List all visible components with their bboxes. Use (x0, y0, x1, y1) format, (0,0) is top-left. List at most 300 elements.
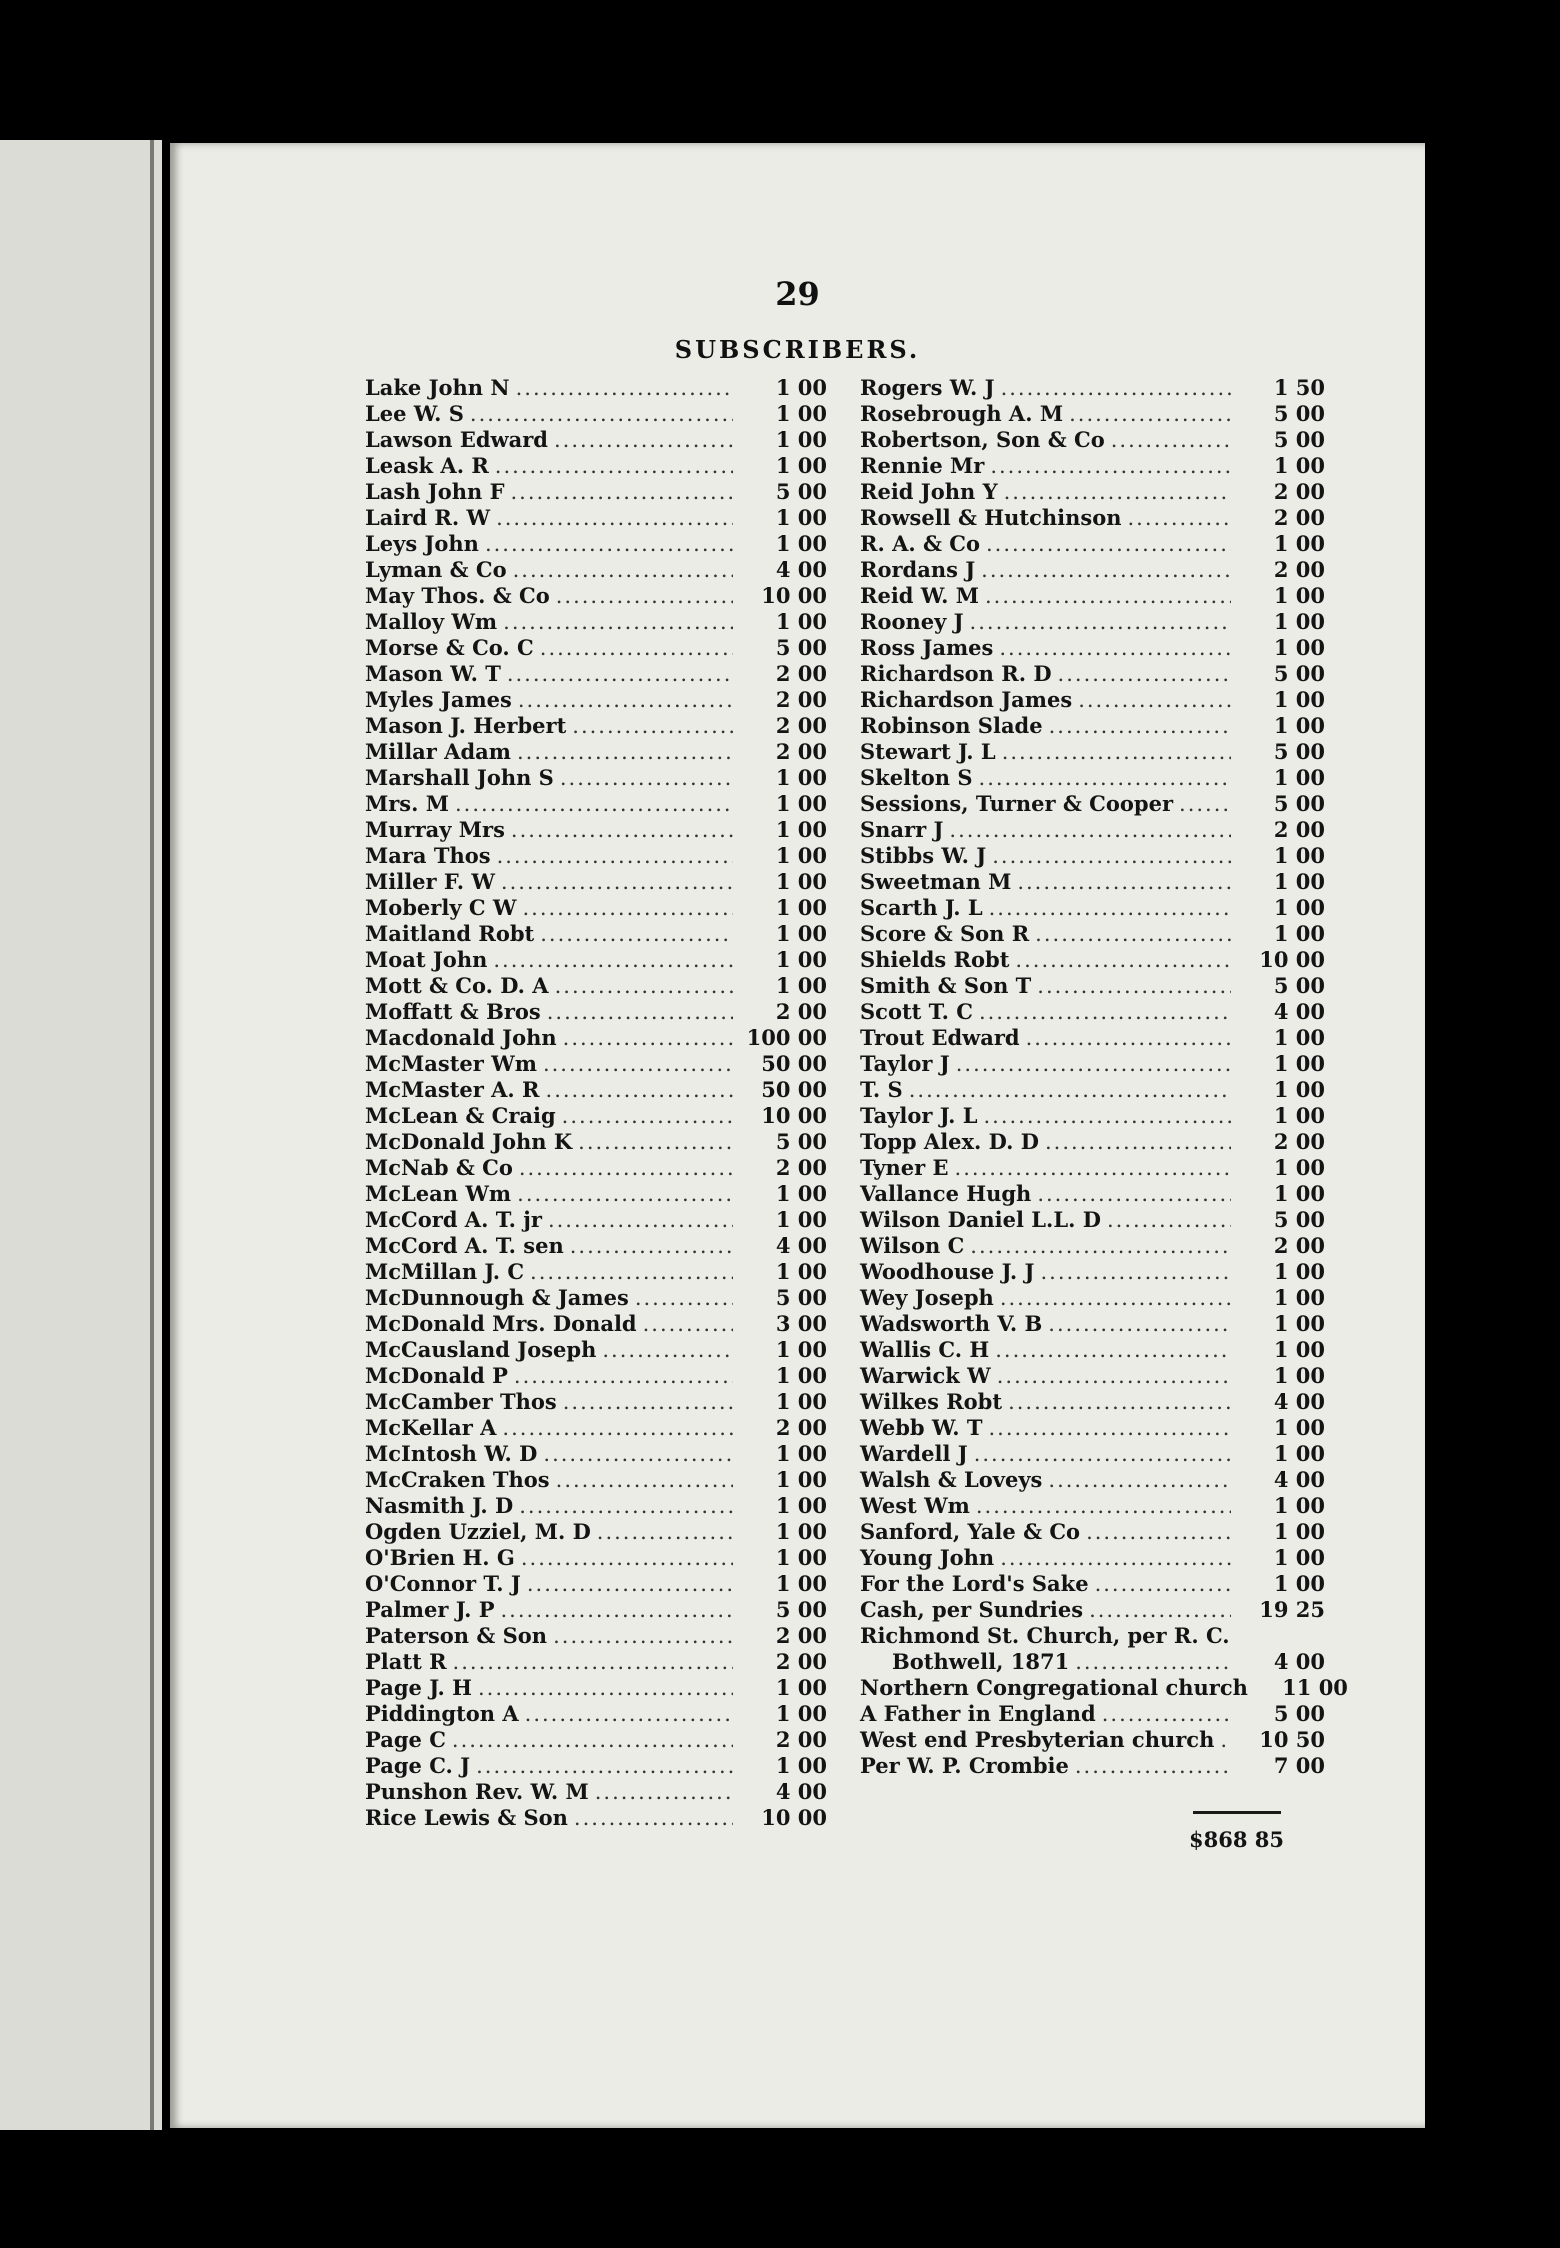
subscription-amount: 1 00 (775, 1181, 827, 1206)
leader-dots (1058, 661, 1231, 687)
subscriber-entry (365, 1311, 827, 1337)
subscriber-entry (860, 869, 1325, 895)
subscription-amount: 1 00 (775, 921, 827, 946)
leader-dots (530, 1259, 733, 1285)
subscriber-name: Wilson Daniel L.L. D (860, 1207, 1101, 1232)
subscriber-name: Leys John (365, 531, 479, 556)
subscriber-entry (860, 1727, 1325, 1753)
subscriber-name: Scott T. C (860, 999, 973, 1024)
subscriber-entry (365, 1571, 827, 1597)
subscription-amount: 5 00 (1273, 973, 1325, 998)
subscriber-entry (365, 1233, 827, 1259)
subscriber-name: Sanford, Yale & Co (860, 1519, 1081, 1544)
subscription-amount: 50 00 (761, 1077, 827, 1102)
subscription-amount: 2 00 (775, 1649, 827, 1674)
subscription-amount: 2 00 (775, 1727, 827, 1752)
subscription-amount: 4 00 (1273, 1389, 1325, 1414)
leader-dots (1089, 1597, 1231, 1623)
leader-dots (563, 1389, 733, 1415)
subscription-amount: 5 00 (1273, 427, 1325, 452)
subscriber-name: Scarth J. L (860, 895, 983, 920)
subscription-amount: 1 00 (1273, 1493, 1325, 1518)
subscriber-entry (860, 817, 1325, 843)
subscriber-entry (860, 557, 1325, 583)
leader-dots (602, 1337, 733, 1363)
subscriber-entry (365, 1103, 827, 1129)
leader-dots (572, 713, 733, 739)
subscription-amount: 10 00 (761, 583, 827, 608)
subscription-amount: 1 00 (1273, 713, 1325, 738)
leader-dots (1040, 1259, 1231, 1285)
leader-dots (495, 453, 733, 479)
leader-dots (570, 1233, 733, 1259)
subscriber-name: Mrs. M (365, 791, 449, 816)
subscriber-entry (365, 1389, 827, 1415)
subscription-amount: 1 00 (775, 531, 827, 556)
subscription-amount: 2 00 (1273, 505, 1325, 530)
subscription-amount: 5 00 (1273, 791, 1325, 816)
subscriber-entry (860, 1051, 1325, 1077)
leader-dots (563, 1025, 733, 1051)
subscriber-name: Reid W. M (860, 583, 979, 608)
leader-dots (527, 1571, 733, 1597)
subscription-amount: 1 00 (775, 1207, 827, 1232)
subscriber-name: Laird R. W (365, 505, 491, 530)
subscriber-entry (365, 1753, 827, 1779)
subscription-amount: 4 00 (1273, 1649, 1325, 1674)
leader-dots (985, 583, 1231, 609)
subscriber-entry (365, 479, 827, 505)
subscriber-name: Miller F. W (365, 869, 495, 894)
subscriber-entry (860, 1389, 1325, 1415)
subscriber-name: Moat John (365, 947, 488, 972)
leader-dots (1127, 505, 1231, 531)
leader-dots (1008, 1389, 1231, 1415)
leader-dots (974, 1441, 1231, 1467)
subscriber-name: Northern Congregational church (860, 1675, 1248, 1700)
subscriber-entry (365, 1649, 827, 1675)
subscriber-entry (365, 1155, 827, 1181)
subscription-amount: 5 00 (775, 635, 827, 660)
subscriber-name: Sessions, Turner & Cooper (860, 791, 1174, 816)
subscriber-entry (860, 739, 1325, 765)
subscriber-entry (365, 1337, 827, 1363)
subscriber-name: Wilkes Robt (860, 1389, 1003, 1414)
subscriber-entry (365, 869, 827, 895)
leader-dots (510, 479, 733, 505)
subscriber-entry (365, 1363, 827, 1389)
subscriber-entry (365, 817, 827, 843)
leader-dots (989, 895, 1231, 921)
subscription-amount: 2 00 (775, 999, 827, 1024)
leader-dots (578, 1129, 733, 1155)
subscription-amount: 1 00 (775, 1337, 827, 1362)
subscriber-entry (860, 1077, 1325, 1103)
leader-dots (1107, 1207, 1231, 1233)
subscription-amount: 2 00 (1273, 557, 1325, 582)
leader-dots (999, 635, 1231, 661)
subscription-amount: 5 00 (1273, 1701, 1325, 1726)
leader-dots (997, 1363, 1231, 1389)
subscriber-entry (860, 609, 1325, 635)
subscriber-entry (860, 921, 1325, 947)
subscriber-entry (860, 1337, 1325, 1363)
subscriber-entry (860, 713, 1325, 739)
subscriber-entry (860, 1701, 1325, 1727)
subscriber-name: Tyner E (860, 1155, 949, 1180)
subscriber-name: McCamber Thos (365, 1389, 557, 1414)
subscriber-entry (860, 1675, 1348, 1701)
leader-dots (521, 1545, 733, 1571)
subscriber-entry (860, 1597, 1325, 1623)
subscription-amount: 2 00 (775, 1155, 827, 1180)
subscriber-name: Topp Alex. D. D (860, 1129, 1039, 1154)
subscriber-name: R. A. & Co (860, 531, 980, 556)
leader-dots (522, 895, 733, 921)
leader-dots (556, 1467, 733, 1493)
subscriber-entry (365, 1259, 827, 1285)
subscriber-name: Macdonald John (365, 1025, 557, 1050)
leader-dots (597, 1519, 733, 1545)
subscriber-name: McDunnough & James (365, 1285, 629, 1310)
leader-dots (1102, 1701, 1231, 1727)
subscriber-name: Snarr J (860, 817, 944, 842)
subscriber-entry (365, 661, 827, 687)
subscriber-entry (860, 1753, 1325, 1779)
subscription-amount: 5 00 (1273, 739, 1325, 764)
subscriber-name: Mara Thos (365, 843, 491, 868)
leader-dots (1069, 401, 1231, 427)
subscription-amount: 1 00 (1273, 1077, 1325, 1102)
subscriber-name: Page C (365, 1727, 446, 1752)
subscriber-entry (860, 1441, 1325, 1467)
subscriber-name: Lash John F (365, 479, 505, 504)
subscription-amount: 1 00 (1273, 1519, 1325, 1544)
subscriber-entry (860, 1259, 1325, 1285)
leader-dots (1075, 1753, 1231, 1779)
subscription-amount: 2 00 (775, 1415, 827, 1440)
subscription-amount: 10 50 (1259, 1727, 1325, 1752)
subscriber-entry (365, 843, 827, 869)
subscriber-entry (365, 453, 827, 479)
subscriber-entry (860, 531, 1325, 557)
subscriber-name: McDonald P (365, 1363, 508, 1388)
subscription-amount: 4 00 (1273, 999, 1325, 1024)
leader-dots (1111, 427, 1231, 453)
page-number: 29 (775, 275, 820, 313)
subscriber-name: Bothwell, 1871 (892, 1649, 1070, 1674)
subscription-amount: 1 00 (775, 453, 827, 478)
leader-dots (518, 687, 733, 713)
leader-dots (1037, 1181, 1231, 1207)
leader-dots (595, 1779, 733, 1805)
subscription-amount: 5 00 (1273, 401, 1325, 426)
subscription-amount: 1 00 (775, 1753, 827, 1778)
leader-dots (970, 1233, 1231, 1259)
leader-dots (1048, 1467, 1231, 1493)
subscription-amount: 2 00 (1273, 479, 1325, 504)
leader-dots (955, 1155, 1231, 1181)
subscriber-entry (365, 1597, 827, 1623)
subscriber-name: Moberly C W (365, 895, 517, 920)
subscriber-name: Smith & Son T (860, 973, 1032, 998)
leader-dots (525, 1701, 733, 1727)
subscriber-entry (860, 661, 1325, 687)
subscription-amount: 1 00 (1273, 1051, 1325, 1076)
subscriber-entry (860, 765, 1325, 791)
subscriber-name: Stibbs W. J (860, 843, 987, 868)
subscriber-name: Rooney J (860, 609, 964, 634)
leader-dots (501, 1597, 734, 1623)
subscription-amount: 2 00 (775, 713, 827, 738)
subscription-amount: 1 00 (1273, 1337, 1325, 1362)
leader-dots (992, 843, 1231, 869)
subscriber-name: West end Presbyterian church (860, 1727, 1215, 1752)
subscriber-entry (365, 505, 827, 531)
leader-dots (1015, 947, 1231, 973)
subscription-amount: 1 00 (1273, 1103, 1325, 1128)
leader-dots (507, 661, 733, 687)
subscription-amount: 1 00 (1273, 635, 1325, 660)
subscription-amount: 5 00 (775, 479, 827, 504)
subscriber-entry (365, 1077, 827, 1103)
subscription-amount: 2 00 (775, 739, 827, 764)
subscriber-name: Woodhouse J. J (860, 1259, 1035, 1284)
leader-dots (496, 505, 733, 531)
subscription-amount: 5 00 (775, 1129, 827, 1154)
subscriber-entry (860, 999, 1325, 1025)
subscription-amount: 1 00 (775, 427, 827, 452)
subscription-amount: 1 00 (1273, 1415, 1325, 1440)
subscriber-name: Ross James (860, 635, 994, 660)
subscriber-name: Rennie Mr (860, 453, 985, 478)
subscriber-entry (860, 973, 1325, 999)
subscriber-entry (365, 1519, 827, 1545)
subscription-amount: 1 00 (1273, 921, 1325, 946)
subscriber-entry (365, 1727, 827, 1753)
subscriber-name: McCord A. T. sen (365, 1233, 564, 1258)
subscriber-name: West Wm (860, 1493, 970, 1518)
subscriber-name: Rosebrough A. M (860, 401, 1064, 426)
leader-dots (540, 921, 733, 947)
subscriber-name: McMaster A. R (365, 1077, 540, 1102)
subscriber-name: Platt R (365, 1649, 447, 1674)
subscriber-entry (860, 1103, 1325, 1129)
subscription-amount: 2 00 (1273, 817, 1325, 842)
leader-dots (516, 375, 733, 401)
subscriber-entry (860, 1545, 1325, 1571)
subscriber-entry (860, 583, 1325, 609)
total-rule (1193, 1811, 1281, 1814)
subscriber-entry (365, 583, 827, 609)
subscriber-entry (860, 1467, 1325, 1493)
subscriber-name: Lawson Edward (365, 427, 548, 452)
subscriber-entry (860, 375, 1325, 401)
subscriber-name: Punshon Rev. W. M (365, 1779, 589, 1804)
subscription-amount: 1 00 (775, 1519, 827, 1544)
subscriber-entry (365, 1545, 827, 1571)
leader-dots (540, 635, 733, 661)
subscriber-name: Robinson Slade (860, 713, 1043, 738)
leader-dots (553, 1623, 733, 1649)
subscription-amount: 5 00 (1273, 661, 1325, 686)
subscription-amount: 1 00 (1273, 531, 1325, 556)
subscriber-entry (860, 635, 1325, 661)
subscription-amount: 5 00 (1273, 1207, 1325, 1232)
subscriber-entry (365, 947, 827, 973)
subscriber-name: Leask A. R (365, 453, 489, 478)
subscription-amount: 2 00 (1273, 1129, 1325, 1154)
subscription-amount: 1 00 (1273, 1259, 1325, 1284)
leader-dots (956, 1051, 1231, 1077)
leader-dots (497, 843, 733, 869)
subscriber-name: McCausland Joseph (365, 1337, 597, 1362)
subscriber-entry (860, 427, 1325, 453)
subscriber-name: Lake John N (365, 375, 510, 400)
subscriber-entry (860, 1493, 1325, 1519)
subscriber-name: Page C. J (365, 1753, 471, 1778)
subscriber-entry (860, 1025, 1325, 1051)
subscriber-name: May Thos. & Co (365, 583, 550, 608)
subscriber-name: Richmond St. Church, per R. C. (860, 1623, 1230, 1648)
subscription-amount: 1 00 (1273, 1155, 1325, 1180)
subscriber-entry (365, 1025, 827, 1051)
subscription-amount: 1 00 (1273, 609, 1325, 634)
subscriber-entry (860, 1155, 1325, 1181)
leader-dots (986, 531, 1231, 557)
subscriber-name: Stewart J. L (860, 739, 996, 764)
facing-page-edge (0, 140, 162, 2130)
subscription-amount: 1 00 (1273, 895, 1325, 920)
leader-dots (517, 1181, 733, 1207)
subscriber-entry (365, 1805, 827, 1831)
subscriber-name: Marshall John S (365, 765, 554, 790)
subscription-amount: 3 00 (775, 1311, 827, 1336)
subscriber-name: Taylor J. L (860, 1103, 978, 1128)
subscribers-column-right (860, 375, 1520, 1779)
subscriber-name: Piddington A (365, 1701, 519, 1726)
subscriber-entry (365, 1493, 827, 1519)
subscription-amount: 4 00 (775, 1779, 827, 1804)
leader-dots (501, 869, 733, 895)
subscriber-name: Sweetman M (860, 869, 1012, 894)
subscription-amount: 1 00 (775, 1571, 827, 1596)
subscription-amount: 1 50 (1273, 375, 1325, 400)
subscription-amount: 5 00 (775, 1285, 827, 1310)
subscriber-entry (365, 999, 827, 1025)
subscriber-name: Wardell J (860, 1441, 968, 1466)
leader-dots (519, 1155, 733, 1181)
leader-dots (511, 817, 733, 843)
subscriber-name: Shields Robt (860, 947, 1010, 972)
leader-dots (513, 557, 733, 583)
subscriber-entry (860, 1181, 1325, 1207)
subscriber-entry (860, 1207, 1325, 1233)
subscriber-entry (365, 765, 827, 791)
subscription-amount: 1 00 (1273, 1311, 1325, 1336)
subscription-amount: 2 00 (775, 661, 827, 686)
subscriber-name: Robertson, Son & Co (860, 427, 1105, 452)
subscriber-name: Webb W. T (860, 1415, 983, 1440)
subscription-amount: 1 00 (775, 973, 827, 998)
leader-dots (983, 1103, 1231, 1129)
subscriber-entry (860, 791, 1325, 817)
subscriber-name: Millar Adam (365, 739, 511, 764)
subscriber-entry (365, 687, 827, 713)
subscription-amount: 1 00 (775, 609, 827, 634)
subscription-amount: 1 00 (1273, 843, 1325, 868)
subscription-amount: 19 25 (1259, 1597, 1325, 1622)
subscriber-entry (365, 401, 827, 427)
subscription-amount: 4 00 (775, 1233, 827, 1258)
subscriber-entry (365, 1441, 827, 1467)
subscription-amount: 7 00 (1273, 1753, 1325, 1778)
subscriber-entry (860, 1623, 1325, 1649)
subscriber-entry (365, 713, 827, 739)
subscriber-name: Rogers W. J (860, 375, 995, 400)
leader-dots (1002, 739, 1231, 765)
subscriber-entry (365, 1623, 827, 1649)
leader-dots (503, 609, 733, 635)
subscription-amount: 1 00 (1273, 1181, 1325, 1206)
subscriber-entry (365, 973, 827, 999)
subscriber-entry (365, 1129, 827, 1155)
leader-dots (478, 1675, 733, 1701)
subscription-amount: 100 00 (746, 1025, 827, 1050)
subscriber-entry (860, 1649, 1325, 1675)
subscriber-entry (365, 895, 827, 921)
subscription-amount: 5 00 (775, 1597, 827, 1622)
subscriber-name: Murray Mrs (365, 817, 505, 842)
subscriber-entry (860, 1233, 1325, 1259)
subscription-amount: 1 00 (775, 817, 827, 842)
subscription-amount: 1 00 (775, 1545, 827, 1570)
subscriber-name: Myles James (365, 687, 512, 712)
subscriber-name: Taylor J (860, 1051, 950, 1076)
leader-dots (554, 427, 733, 453)
subscriber-name: Richardson James (860, 687, 1073, 712)
subscription-amount: 10 00 (1259, 947, 1325, 972)
leader-dots (979, 765, 1231, 791)
leader-dots (1078, 687, 1231, 713)
leader-dots (548, 1207, 733, 1233)
subscriber-name: Wey Joseph (860, 1285, 994, 1310)
leader-dots (485, 531, 733, 557)
subscriber-entry (365, 427, 827, 453)
subscriber-name: Lee W. S (365, 401, 464, 426)
leader-dots (909, 1077, 1231, 1103)
leader-dots (517, 739, 733, 765)
subscriber-name: McIntosh W. D (365, 1441, 538, 1466)
subscriber-entry (365, 375, 827, 401)
subscriber-entry (860, 1415, 1325, 1441)
subscriber-entry (860, 1129, 1325, 1155)
leader-dots (970, 609, 1231, 635)
leader-dots (643, 1311, 733, 1337)
subscription-amount: 2 00 (1273, 1233, 1325, 1258)
subscriber-name: McLean & Craig (365, 1103, 556, 1128)
subscriber-name: Vallance Hugh (860, 1181, 1032, 1206)
subscriber-entry (365, 1779, 827, 1805)
grand-total: $868 85 (1189, 1827, 1284, 1852)
leader-dots (1004, 479, 1231, 505)
subscriber-entry (860, 1311, 1325, 1337)
subscriber-name: McLean Wm (365, 1181, 512, 1206)
subscriber-entry (365, 1415, 827, 1441)
subscription-amount: 4 00 (1273, 1467, 1325, 1492)
leader-dots (1179, 791, 1231, 817)
subscription-amount: 1 00 (1273, 583, 1325, 608)
